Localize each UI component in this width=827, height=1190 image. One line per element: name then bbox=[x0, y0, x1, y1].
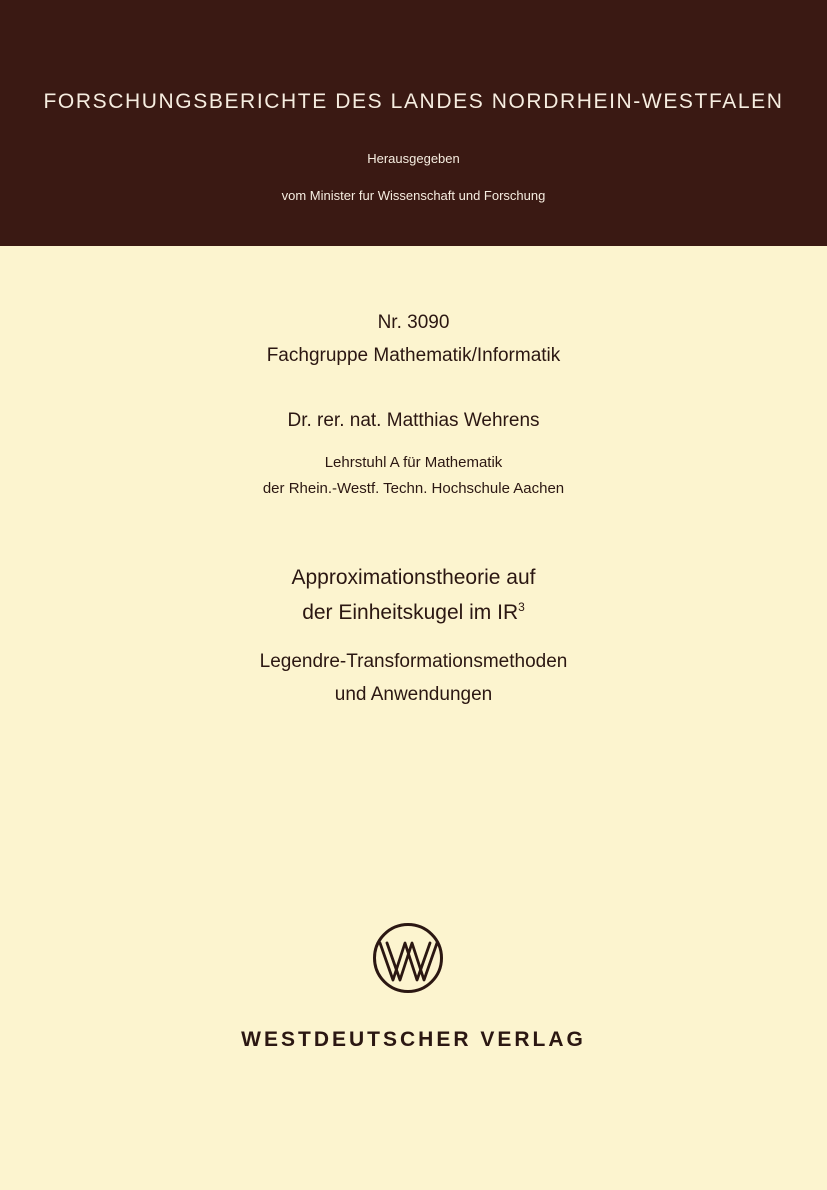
subject-group: Fachgruppe Mathematik/Informatik bbox=[266, 345, 561, 366]
book-subtitle-line-1: Legendre-Transformationsmethoden bbox=[259, 651, 568, 672]
author-affiliation-line-1: Lehrstuhl A für Mathematik bbox=[324, 454, 503, 471]
editor-line-1: Herausgegeben bbox=[367, 151, 460, 166]
editor-line-2: vom Minister fur Wissenschaft und Forschung bbox=[281, 188, 546, 203]
superscript-three: 3 bbox=[518, 600, 525, 614]
series-title: FORSCHUNGSBERICHTE DES LANDES NORDRHEIN-WESTFALEN bbox=[43, 90, 784, 113]
series-header-band bbox=[0, 0, 827, 246]
book-title-line-2-prefix: der Einheitskugel im bbox=[302, 601, 498, 624]
book-title-line-1: Approximationstheorie auf bbox=[291, 566, 536, 589]
real-space-symbol: IR bbox=[497, 601, 519, 624]
author-affiliation-line-2: der Rhein.-Westf. Techn. Hochschule Aachen bbox=[262, 480, 565, 497]
report-number: Nr. 3090 bbox=[377, 312, 450, 333]
publisher-name: WESTDEUTSCHER VERLAG bbox=[241, 1028, 586, 1051]
author-name: Dr. rer. nat. Matthias Wehrens bbox=[287, 410, 540, 431]
book-subtitle-line-2: und Anwendungen bbox=[334, 684, 493, 705]
book-title-line-2 bbox=[0, 601, 827, 625]
ww-circle-logo bbox=[370, 922, 446, 994]
